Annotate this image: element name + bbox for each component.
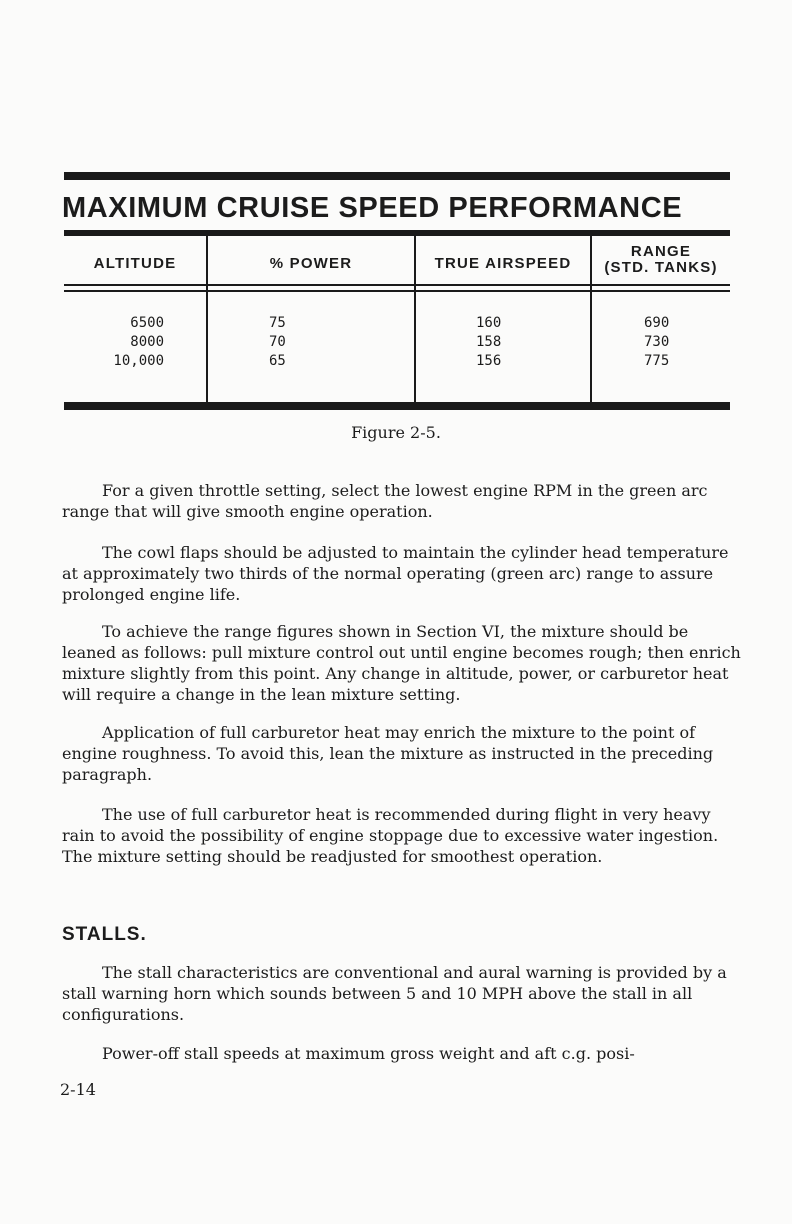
table-cell: 6500 bbox=[130, 315, 164, 331]
altitude-column bbox=[64, 314, 164, 371]
paragraph: For a given throttle setting, select the lowest engine RPM in the green arc range that will give smooth engine operation. bbox=[62, 481, 708, 521]
table-cell: 65 bbox=[269, 353, 286, 369]
table-title: MAXIMUM CRUISE SPEED PERFORMANCE bbox=[62, 192, 683, 224]
table-cell: 690 bbox=[644, 315, 670, 331]
paragraph: The stall characteristics are conventional and aural warning is provided by a stall warning horn which sounds between 5 and 10 MPH above the stall in all configurations. bbox=[62, 963, 727, 1024]
airspeed-column bbox=[476, 314, 501, 371]
paragraph: To achieve the range figures shown in Section VI, the mixture should be leaned as follows: pull mixture control out until engine becomes rough; then enrich mixture slightly from this point. Any change in altitude, power, or carburetor heat will require a change in the lean mixture setting. bbox=[62, 622, 741, 704]
table-cell: 775 bbox=[644, 353, 670, 369]
table-cell: 156 bbox=[476, 353, 502, 369]
table-bottom-rule bbox=[64, 402, 730, 410]
header-range-line1: RANGE bbox=[630, 243, 692, 260]
cruise-performance-table bbox=[64, 230, 730, 412]
header-range bbox=[592, 240, 730, 280]
header-power: % POWER bbox=[269, 254, 353, 272]
header-rule bbox=[64, 284, 730, 286]
table-cell: 730 bbox=[644, 334, 670, 350]
range-column bbox=[644, 314, 669, 371]
table-cell: 70 bbox=[269, 334, 286, 350]
header-altitude: ALTITUDE bbox=[93, 254, 177, 272]
header-range-line2: (STD. TANKS) bbox=[604, 259, 718, 276]
title-top-rule bbox=[64, 172, 730, 180]
page-number: 2-14 bbox=[60, 1080, 96, 1099]
table-cell: 8000 bbox=[130, 334, 164, 350]
table-cell: 158 bbox=[476, 334, 502, 350]
table-cell: 160 bbox=[476, 315, 502, 331]
header-rule-double bbox=[64, 290, 730, 292]
paragraph: Power-off stall speeds at maximum gross weight and aft c.g. posi- bbox=[102, 1044, 635, 1063]
table-cell: 75 bbox=[269, 315, 286, 331]
header-airspeed: TRUE AIRSPEED bbox=[434, 254, 572, 272]
figure-caption: Figure 2-5. bbox=[351, 423, 441, 442]
power-column bbox=[269, 314, 286, 371]
paragraph: Application of full carburetor heat may enrich the mixture to the point of engine roughness. To avoid this, lean the mixture as instructed in the preceding paragraph. bbox=[62, 723, 714, 784]
table-cell: 10,000 bbox=[113, 353, 164, 369]
section-heading: STALLS. bbox=[62, 924, 147, 945]
paragraph: The use of full carburetor heat is recommended during flight in very heavy rain to avoid the possibility of engine stoppage due to excessive water ingestion. The mixture setting should be readjusted for smoothest operation. bbox=[62, 805, 719, 866]
paragraph: The cowl flaps should be adjusted to maintain the cylinder head temperature at approximately two thirds of the normal operating (green arc) range to assure prolonged engine life. bbox=[62, 543, 729, 604]
table-top-rule bbox=[64, 230, 730, 236]
